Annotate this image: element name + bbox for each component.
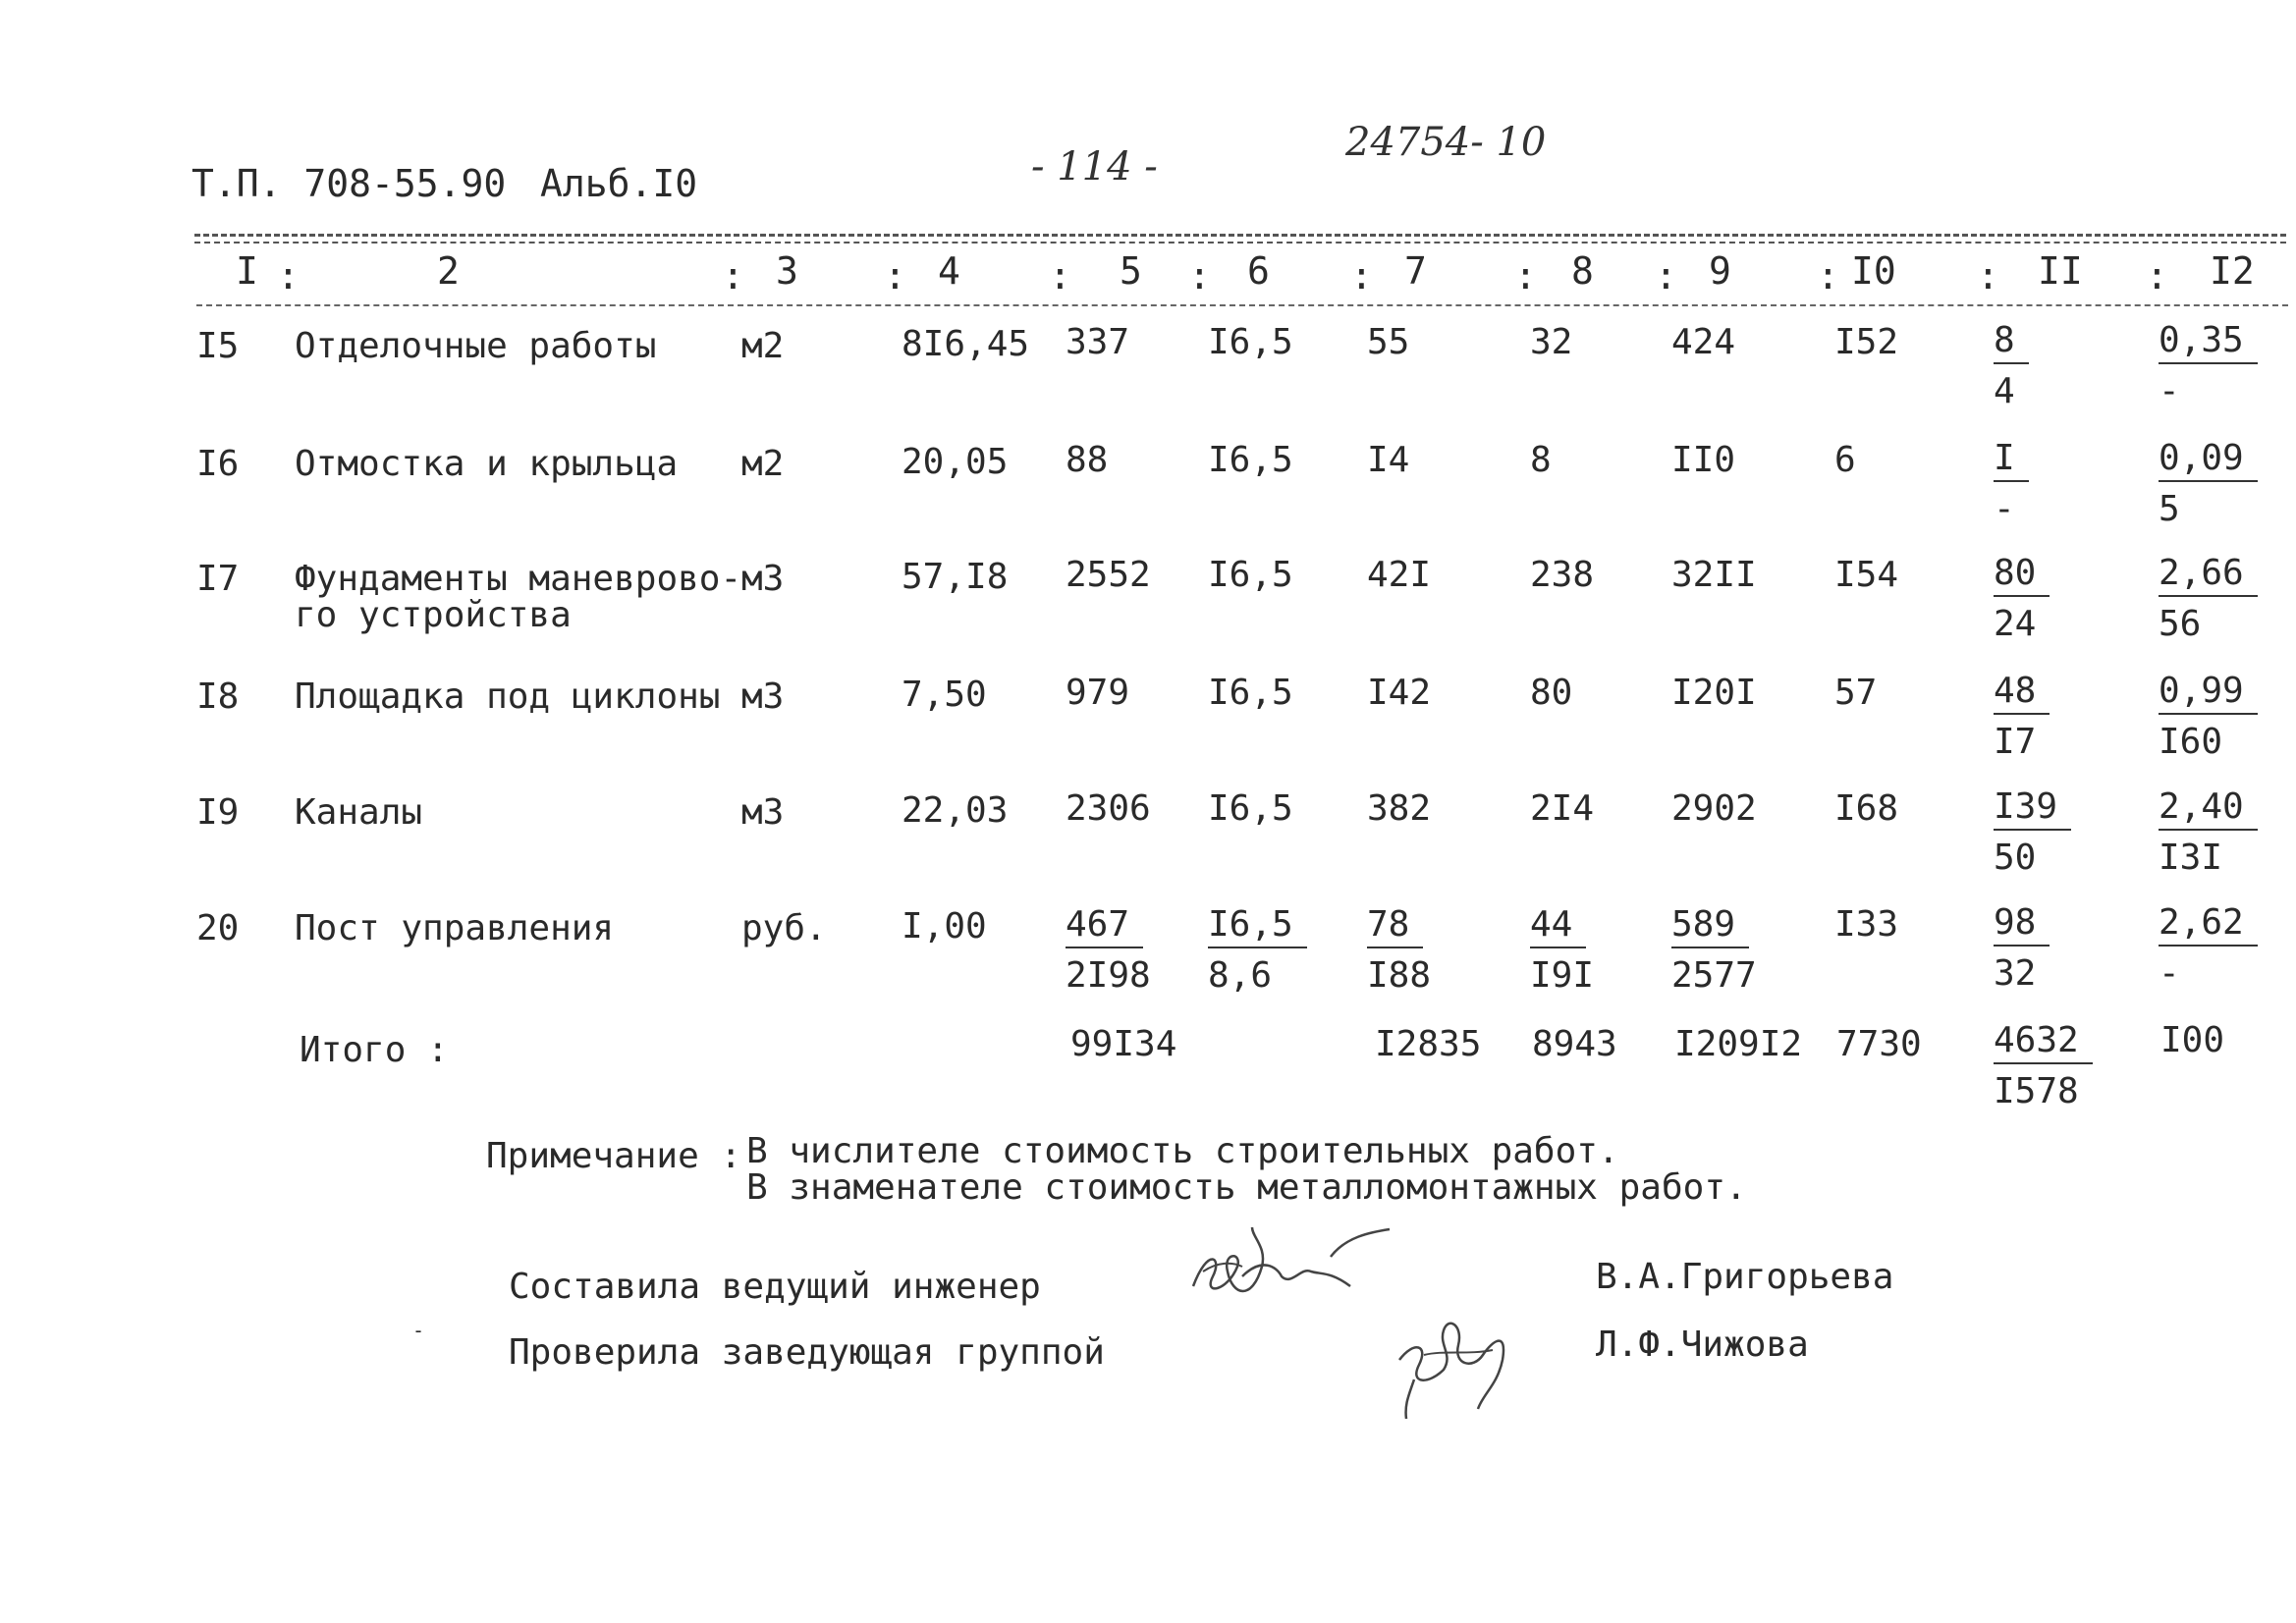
fraction-cell-c12 (2159, 902, 2258, 994)
col-separators: : (1655, 254, 1677, 298)
numerator: 0,35 (2159, 323, 2258, 364)
denominator: 8,6 (1208, 955, 1273, 996)
numerator: 80 (1994, 556, 2050, 597)
col-header-10: I0 (1851, 249, 1896, 293)
numerator: I39 (1994, 789, 2071, 831)
numerator: I (1994, 441, 2029, 482)
fraction-cell-c12 (2159, 320, 2258, 411)
cell-c9: II0 (1671, 440, 1736, 480)
note-line-1: В числителе стоимость строительных работ. (746, 1131, 1619, 1171)
fraction-cell-c12 (2159, 671, 2258, 762)
total-fraction-c11 (1994, 1020, 2093, 1111)
doc-code: Т.П. 708-55.90 (191, 162, 507, 205)
cell-c9: I20I (1671, 673, 1757, 713)
row-quantity: 22,03 (902, 790, 1009, 831)
cell-c10: I54 (1834, 555, 1899, 595)
denominator: - (2159, 953, 2180, 994)
cell-c9: 2902 (1671, 788, 1757, 829)
fraction-cell-c12 (2159, 553, 2258, 644)
col-header-12: I2 (2210, 249, 2255, 293)
col-header-6: 6 (1247, 249, 1270, 293)
cell-c5: 337 (1066, 322, 1130, 362)
denominator: I7 (1994, 722, 2037, 762)
row-unit: м3 (741, 559, 785, 599)
total-c9: I209I2 (1674, 1024, 1803, 1064)
row-number: I9 (196, 792, 240, 833)
fraction-cell-c7 (1367, 904, 1432, 996)
row-name: Каналы (295, 792, 423, 833)
numerator: 0,99 (2159, 674, 2258, 715)
denominator: 32 (1994, 953, 2037, 994)
numerator: 8 (1994, 323, 2029, 364)
denominator: 24 (1994, 604, 2037, 644)
row-quantity: 7,50 (902, 675, 987, 715)
row-name: Площадка под циклоны (295, 676, 721, 717)
total-label: Итого : (300, 1030, 449, 1070)
cell-c5: 2552 (1066, 555, 1151, 595)
numerator: 2,40 (2159, 789, 2258, 831)
denominator: I88 (1367, 955, 1432, 996)
cell-c8: 2I4 (1530, 788, 1595, 829)
row-quantity: I,00 (902, 906, 987, 947)
numerator: 44 (1530, 907, 1586, 948)
numerator: 78 (1367, 907, 1423, 948)
cell-c10: 6 (1834, 440, 1856, 480)
row-number: I8 (196, 676, 240, 717)
row-name: Фундаменты маневрово- (295, 559, 742, 599)
fraction-cell-c12 (2159, 438, 2258, 529)
cell-c7: I4 (1367, 440, 1410, 480)
fraction-cell-c5 (1066, 904, 1151, 996)
fraction-cell-c11 (1994, 902, 2050, 994)
fraction-cell-c8 (1530, 904, 1595, 996)
page-number: - 114 - (1031, 144, 1158, 189)
col-separators: : (1817, 254, 1839, 298)
cell-c10: I33 (1834, 904, 1899, 945)
signature-name-1: В.А.Григорьева (1596, 1257, 1894, 1297)
col-separators: : (1049, 254, 1071, 298)
col-header-9: 9 (1709, 249, 1731, 293)
cell-c6: I6,5 (1208, 673, 1293, 713)
denominator: - (1994, 489, 2015, 529)
row-quantity: 8I6,45 (902, 324, 1030, 364)
cell-c6: I6,5 (1208, 322, 1293, 362)
cell-c6: I6,5 (1208, 788, 1293, 829)
col-separators: : (1350, 254, 1373, 298)
col-separators: : (277, 254, 300, 298)
row-unit: руб. (741, 908, 827, 948)
inventory-number: 24754- 10 (1345, 120, 1547, 165)
cell-c6: I6,5 (1208, 555, 1293, 595)
col-header-8: 8 (1571, 249, 1594, 293)
cell-c5: 2306 (1066, 788, 1151, 829)
row-unit: м2 (741, 326, 785, 366)
denominator: I60 (2159, 722, 2223, 762)
note-label: Примечание : (486, 1136, 742, 1176)
cell-c5: 88 (1066, 440, 1109, 480)
numerator: 0,09 (2159, 441, 2258, 482)
numerator: 2,66 (2159, 556, 2258, 597)
fraction-cell-c12 (2159, 786, 2258, 878)
row-unit: м3 (741, 792, 785, 833)
col-header-1: I (236, 249, 258, 293)
signature-role-2: Проверила заведующая группой (509, 1332, 1105, 1373)
cell-c8: 32 (1530, 322, 1573, 362)
col-separators: : (1188, 254, 1211, 298)
row-number: I6 (196, 444, 240, 484)
row-number: I5 (196, 326, 240, 366)
handwritten-signature-2 (1385, 1301, 1532, 1429)
numerator: 467 (1066, 907, 1143, 948)
col-separators: : (1977, 254, 1999, 298)
col-separators: : (722, 254, 744, 298)
col-header-2: 2 (437, 249, 460, 293)
col-header-11: II (2038, 249, 2083, 293)
cell-c7: 42I (1367, 555, 1432, 595)
cell-c5: 979 (1066, 673, 1130, 713)
denominator: 5 (2159, 489, 2180, 529)
col-header-7: 7 (1404, 249, 1427, 293)
denominator: 50 (1994, 838, 2037, 878)
denominator: - (2159, 371, 2180, 411)
denominator: I3I (2159, 838, 2223, 878)
top-rule (194, 234, 2286, 237)
row-quantity: 20,05 (902, 442, 1009, 482)
note-line-2: В знаменателе стоимость металломонтажных работ. (746, 1167, 1747, 1208)
margin-mark: - (412, 1319, 425, 1342)
cell-c7: 55 (1367, 322, 1410, 362)
col-separators: : (2146, 254, 2168, 298)
denominator: I578 (1994, 1071, 2079, 1111)
header-underline (196, 304, 2288, 306)
row-name: Отделочные работы (295, 326, 657, 366)
numerator: 4632 (1994, 1023, 2093, 1064)
fraction-cell-c11 (1994, 671, 2050, 762)
col-header-3: 3 (776, 249, 798, 293)
total-c5: 99I34 (1070, 1024, 1177, 1064)
denominator: 2577 (1671, 955, 1757, 996)
row-quantity: 57,I8 (902, 557, 1009, 597)
numerator: 48 (1994, 674, 2050, 715)
cell-c7: 382 (1367, 788, 1432, 829)
total-c7: I2835 (1375, 1024, 1482, 1064)
denominator: I9I (1530, 955, 1595, 996)
cell-c8: 80 (1530, 673, 1573, 713)
numerator: 589 (1671, 907, 1749, 948)
handwritten-signature-1 (1183, 1217, 1399, 1335)
fraction-cell-c11 (1994, 553, 2050, 644)
fraction-cell-c11 (1994, 320, 2029, 411)
signature-role-1: Составила ведущий инженер (509, 1267, 1041, 1307)
total-c10: 7730 (1836, 1024, 1922, 1064)
total-c8: 8943 (1532, 1024, 1617, 1064)
album-number: Альб.I0 (540, 162, 698, 205)
denominator: 2I98 (1066, 955, 1151, 996)
numerator: I6,5 (1208, 907, 1307, 948)
col-separators: : (884, 254, 906, 298)
fraction-cell-c9 (1671, 904, 1757, 996)
cell-c8: 238 (1530, 555, 1595, 595)
top-rule-2 (194, 242, 2286, 243)
signature-name-2: Л.Ф.Чижова (1596, 1325, 1809, 1365)
row-unit: м3 (741, 676, 785, 717)
numerator: 98 (1994, 905, 2050, 947)
row-name: го устройства (295, 595, 572, 635)
row-unit: м2 (741, 444, 785, 484)
fraction-cell-c6 (1208, 904, 1307, 996)
cell-c10: I52 (1834, 322, 1899, 362)
fraction-cell-c11 (1994, 438, 2029, 529)
cell-c10: 57 (1834, 673, 1878, 713)
cell-c9: 424 (1671, 322, 1736, 362)
cell-c10: I68 (1834, 788, 1899, 829)
total-c12: I00 (2160, 1020, 2225, 1060)
row-number: 20 (196, 908, 240, 948)
col-header-5: 5 (1120, 249, 1142, 293)
cell-c9: 32II (1671, 555, 1757, 595)
col-header-4: 4 (938, 249, 960, 293)
denominator: 4 (1994, 371, 2015, 411)
cell-c7: I42 (1367, 673, 1432, 713)
row-number: I7 (196, 559, 240, 599)
col-separators: : (1514, 254, 1537, 298)
fraction-cell-c11 (1994, 786, 2071, 878)
cell-c6: I6,5 (1208, 440, 1293, 480)
cell-c8: 8 (1530, 440, 1552, 480)
row-name: Отмостка и крыльца (295, 444, 679, 484)
row-name: Пост управления (295, 908, 615, 948)
numerator: 2,62 (2159, 905, 2258, 947)
denominator: 56 (2159, 604, 2202, 644)
